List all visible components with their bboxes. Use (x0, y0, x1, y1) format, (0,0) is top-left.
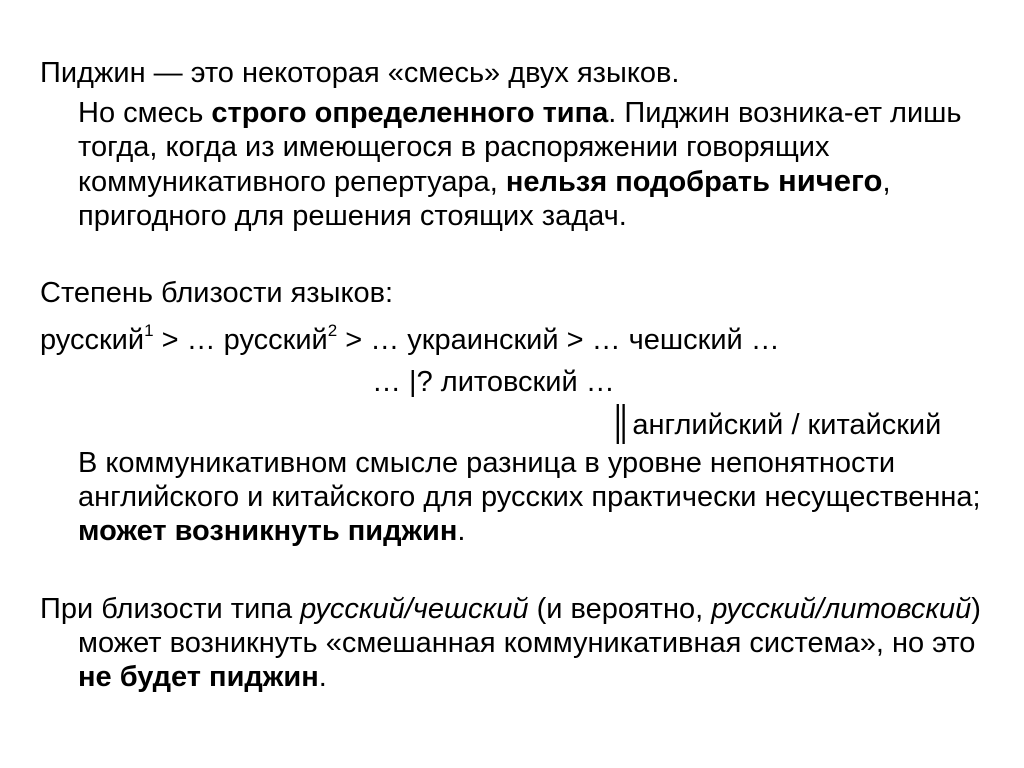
p2-bold-b: может возникнуть пиджин (78, 515, 458, 547)
scale-c: > … украинский > … чешский … (337, 324, 780, 356)
p1-bold-b: строго определенного типа (211, 97, 609, 129)
scale-a: русский (40, 324, 145, 356)
p1-text-f: , пригодного для решения стоящих задач. (78, 166, 891, 232)
proximity-heading: Степень близости языков: (40, 277, 394, 309)
p3-text-e: ) может возникнуть «смешанная коммуникативная система», но это (78, 593, 981, 659)
english-chinese-line (609, 406, 941, 440)
paragraph-english-chinese (78, 446, 988, 548)
p1-bold-e: ничего (778, 163, 883, 198)
lithuanian-line: … |? литовский … (372, 366, 615, 398)
intro-line: Пиджин — это некоторая «смесь» двух языков. (40, 57, 680, 89)
p3-text-g: . (318, 661, 327, 693)
p3-italic-b: русский/чешский (300, 593, 529, 625)
p3-bold-f: не будет пиджин (78, 661, 319, 693)
language-scale-line (40, 321, 780, 356)
scale-sup2: 2 (327, 321, 338, 340)
p2-text-c: . (457, 515, 466, 547)
p1-text-a: Но смесь (78, 97, 212, 129)
p3-text-c: (и вероятно, (528, 593, 712, 625)
paragraph-pidgin-definition (78, 96, 998, 233)
p2-text-a: В коммуникативном смысле разница в уровне непонятности английского и китайского для русских практически несущественна; (78, 447, 981, 513)
paragraph-mixed-system (40, 592, 998, 694)
scale-b: > … русский (153, 324, 328, 356)
english-chinese-label: английский / китайский (632, 409, 942, 441)
p1-bold-d: нельзя подобрать (505, 166, 779, 198)
double-bar-mark: ║ (609, 404, 633, 441)
p3-text-a: При близости типа (40, 593, 301, 625)
scale-sup1: 1 (144, 321, 154, 340)
p3-italic-d: русский/литовский (711, 593, 972, 625)
p1-text-c: . Пиджин возника-ет лишь тогда, когда из имеющегося в распоряжении говорящих коммуникативного репертуара, (78, 97, 962, 198)
